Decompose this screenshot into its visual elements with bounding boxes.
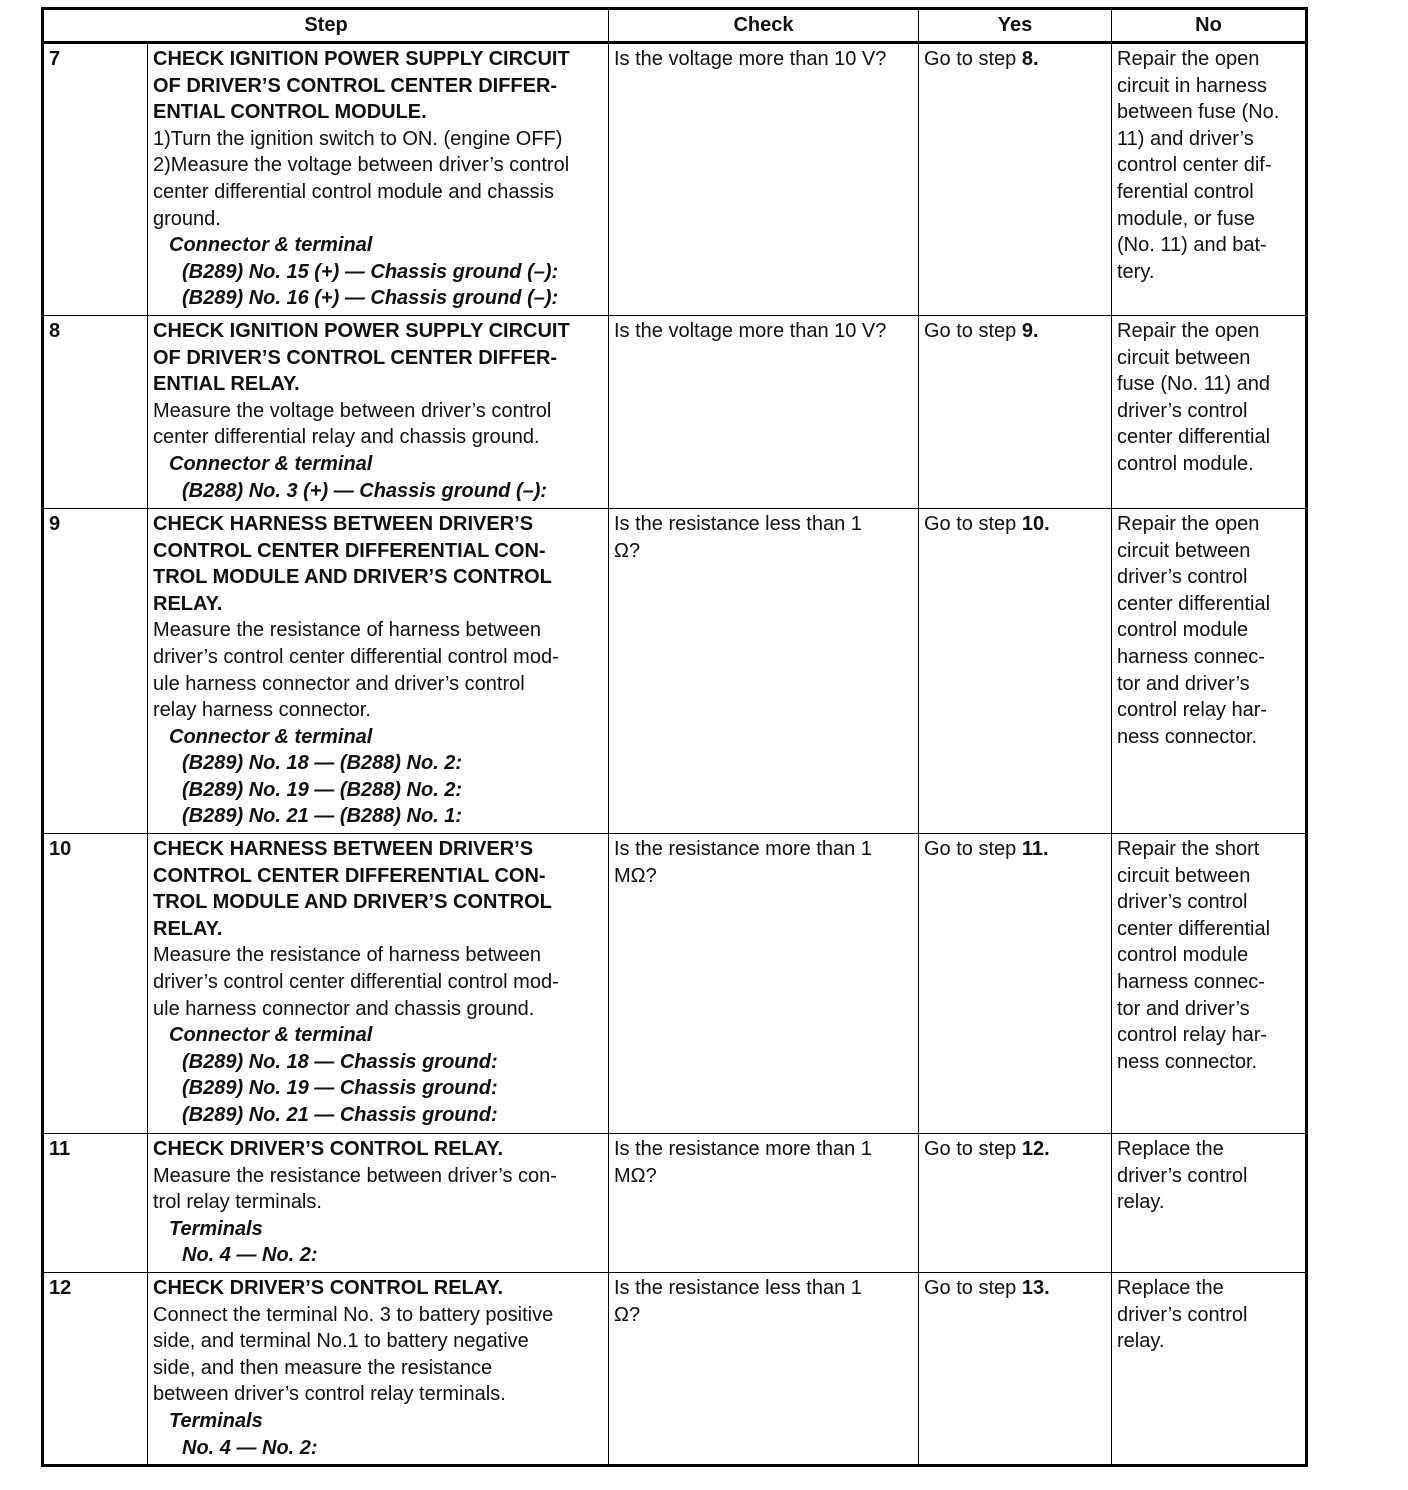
step-instruction-line: Connect the terminal No. 3 to battery positive bbox=[153, 1303, 554, 1326]
table-body bbox=[43, 43, 1307, 1466]
no-line: driver’s control bbox=[1117, 891, 1248, 914]
check-line: Is the resistance less than 1 bbox=[614, 1277, 862, 1300]
no-line: circuit in harness bbox=[1117, 74, 1268, 97]
step-instruction-line: ule harness connector and chassis ground. bbox=[153, 997, 535, 1020]
no-line: 11) and driver’s bbox=[1117, 127, 1254, 150]
check-question bbox=[609, 1273, 919, 1466]
header-yes: Yes bbox=[919, 9, 1112, 43]
step-title-line: CHECK DRIVER’S CONTROL RELAY. bbox=[153, 1138, 504, 1161]
table-row bbox=[43, 1134, 1307, 1273]
step-number: 11 bbox=[43, 1134, 148, 1273]
check-line: Is the voltage more than 10 V? bbox=[614, 48, 887, 70]
no-line: fuse (No. 11) and bbox=[1117, 373, 1271, 396]
check-question bbox=[609, 834, 919, 1134]
yes-prefix: Go to step bbox=[924, 1138, 1022, 1161]
yes-action bbox=[919, 315, 1112, 508]
no-line: Replace the bbox=[1117, 1138, 1224, 1161]
step-title-line: CHECK HARNESS BETWEEN DRIVER’S bbox=[153, 512, 534, 535]
no-line: circuit between bbox=[1117, 346, 1251, 369]
step-title-line: CHECK IGNITION POWER SUPPLY CIRCUIT bbox=[153, 48, 570, 70]
step-instruction-line: trol relay terminals. bbox=[153, 1191, 322, 1214]
step-instruction-line: relay harness connector. bbox=[153, 699, 371, 722]
step-title-line: OF DRIVER’S CONTROL CENTER DIFFER- bbox=[153, 346, 558, 369]
yes-action bbox=[919, 1273, 1112, 1466]
no-action bbox=[1112, 1273, 1307, 1466]
step-instruction-line: 2)Measure the voltage between driver’s control bbox=[153, 154, 570, 177]
no-line: control center dif- bbox=[1117, 154, 1272, 177]
header-check: Check bbox=[609, 9, 919, 43]
yes-step-ref: 9. bbox=[1021, 319, 1039, 342]
step-title-line: CONTROL CENTER DIFFERENTIAL CON- bbox=[153, 539, 546, 562]
step-instruction-line: side, and terminal No.1 to battery negative bbox=[153, 1330, 529, 1353]
table-row bbox=[43, 1273, 1307, 1466]
check-line: Ω? bbox=[614, 539, 641, 562]
connector-label: Terminals bbox=[169, 1410, 263, 1432]
step-title-line: RELAY. bbox=[153, 917, 223, 940]
no-line: tery. bbox=[1117, 260, 1155, 283]
no-line: center differential bbox=[1117, 592, 1271, 615]
check-question bbox=[609, 43, 919, 316]
no-line: driver’s control bbox=[1117, 1164, 1248, 1187]
step-instruction-line: Measure the resistance of harness between bbox=[153, 619, 541, 642]
no-line: control relay har- bbox=[1117, 699, 1268, 722]
yes-prefix: Go to step bbox=[924, 1277, 1022, 1300]
step-number: 10 bbox=[43, 834, 148, 1134]
yes-step-ref: 13. bbox=[1021, 1277, 1050, 1300]
header-step: Step bbox=[43, 9, 609, 43]
check-question bbox=[609, 1134, 919, 1273]
step-number: 8 bbox=[43, 315, 148, 508]
check-line: Is the resistance less than 1 bbox=[614, 512, 862, 535]
connector-terminal-item: (B289) No. 16 (+) — Chassis ground (–): bbox=[182, 287, 559, 310]
step-title-line: TROL MODULE AND DRIVER’S CONTROL bbox=[153, 891, 552, 914]
check-question bbox=[609, 315, 919, 508]
check-line: Is the voltage more than 10 V? bbox=[614, 319, 887, 342]
no-line: Repair the short bbox=[1117, 838, 1260, 861]
no-line: module, or fuse bbox=[1117, 207, 1255, 230]
connector-terminal-item: (B289) No. 21 — (B288) No. 1: bbox=[182, 805, 463, 828]
no-line: Repair the open bbox=[1117, 512, 1260, 535]
step-instruction-line: side, and then measure the resistance bbox=[153, 1356, 493, 1379]
connector-terminal-item: (B289) No. 19 — (B288) No. 2: bbox=[182, 778, 463, 801]
no-action bbox=[1112, 43, 1307, 316]
connector-terminal-item: No. 4 — No. 2: bbox=[182, 1436, 318, 1459]
no-line: tor and driver’s bbox=[1117, 672, 1250, 695]
step-title-line: ENTIAL RELAY. bbox=[153, 373, 300, 396]
no-line: control module. bbox=[1117, 452, 1254, 475]
yes-prefix: Go to step bbox=[924, 838, 1022, 861]
no-action bbox=[1112, 834, 1307, 1134]
step-instruction-line: ule harness connector and driver’s control bbox=[153, 672, 525, 695]
no-line: ness connector. bbox=[1117, 725, 1258, 748]
step-title-line: CONTROL CENTER DIFFERENTIAL CON- bbox=[153, 864, 546, 887]
no-line: control relay har- bbox=[1117, 1024, 1268, 1047]
no-line: driver’s control bbox=[1117, 566, 1248, 589]
yes-prefix: Go to step bbox=[924, 48, 1022, 70]
yes-step-ref: 8. bbox=[1021, 48, 1039, 70]
step-procedure bbox=[148, 1134, 609, 1273]
no-line: control module bbox=[1117, 944, 1249, 967]
check-line: MΩ? bbox=[614, 1164, 657, 1187]
no-line: control module bbox=[1117, 619, 1249, 642]
connector-terminal-item: (B288) No. 3 (+) — Chassis ground (–): bbox=[182, 479, 548, 502]
step-number: 12 bbox=[43, 1273, 148, 1466]
step-title-line: CHECK IGNITION POWER SUPPLY CIRCUIT bbox=[153, 319, 570, 342]
no-line: circuit between bbox=[1117, 539, 1251, 562]
connector-label: Connector & terminal bbox=[169, 725, 373, 748]
yes-step-ref: 10. bbox=[1021, 512, 1050, 535]
step-instruction-line: driver’s control center differential control mod- bbox=[153, 645, 559, 668]
no-line: harness connec- bbox=[1117, 645, 1265, 668]
step-instruction-line: center differential control module and chassis bbox=[153, 180, 554, 203]
no-line: ferential control bbox=[1117, 180, 1254, 203]
no-line: Repair the open bbox=[1117, 319, 1260, 342]
no-line: (No. 11) and bat- bbox=[1117, 234, 1267, 257]
connector-terminal-item: (B289) No. 18 — Chassis ground: bbox=[182, 1050, 498, 1073]
table-row bbox=[43, 315, 1307, 508]
yes-action bbox=[919, 834, 1112, 1134]
step-procedure bbox=[148, 834, 609, 1134]
no-line: relay. bbox=[1117, 1191, 1165, 1214]
no-action bbox=[1112, 1134, 1307, 1273]
step-instruction-line: center differential relay and chassis ground. bbox=[153, 426, 540, 449]
no-line: tor and driver’s bbox=[1117, 997, 1250, 1020]
no-line: ness connector. bbox=[1117, 1050, 1258, 1073]
step-instruction-line: Measure the resistance between driver’s con- bbox=[153, 1164, 557, 1187]
step-title-line: TROL MODULE AND DRIVER’S CONTROL bbox=[153, 566, 552, 589]
step-title-line: RELAY. bbox=[153, 592, 223, 615]
step-number: 7 bbox=[43, 43, 148, 316]
connector-label: Connector & terminal bbox=[169, 234, 373, 257]
connector-label: Terminals bbox=[169, 1217, 263, 1240]
table-row bbox=[43, 43, 1307, 316]
check-line: Is the resistance more than 1 bbox=[614, 838, 872, 861]
step-instruction-line: Measure the voltage between driver’s control bbox=[153, 399, 552, 422]
no-line: circuit between bbox=[1117, 864, 1251, 887]
check-line: MΩ? bbox=[614, 864, 657, 887]
connector-label: Connector & terminal bbox=[169, 1024, 373, 1047]
yes-action bbox=[919, 43, 1112, 316]
no-line: driver’s control bbox=[1117, 399, 1248, 422]
diagnostic-table bbox=[41, 7, 1308, 1467]
step-title-line: ENTIAL CONTROL MODULE. bbox=[153, 101, 427, 124]
yes-action bbox=[919, 1134, 1112, 1273]
no-action bbox=[1112, 508, 1307, 833]
yes-action bbox=[919, 508, 1112, 833]
check-line: Is the resistance more than 1 bbox=[614, 1138, 872, 1161]
no-line: relay. bbox=[1117, 1330, 1165, 1353]
no-line: Repair the open bbox=[1117, 48, 1260, 70]
yes-prefix: Go to step bbox=[924, 319, 1022, 342]
no-line: between fuse (No. bbox=[1117, 101, 1280, 124]
step-procedure bbox=[148, 43, 609, 316]
yes-prefix: Go to step bbox=[924, 512, 1022, 535]
connector-terminal-item: (B289) No. 19 — Chassis ground: bbox=[182, 1077, 498, 1100]
no-line: driver’s control bbox=[1117, 1303, 1248, 1326]
header-row bbox=[43, 9, 1307, 43]
table-row bbox=[43, 834, 1307, 1134]
step-number: 9 bbox=[43, 508, 148, 833]
step-procedure bbox=[148, 1273, 609, 1466]
step-title-line: OF DRIVER’S CONTROL CENTER DIFFER- bbox=[153, 74, 558, 97]
no-line: harness connec- bbox=[1117, 971, 1265, 994]
step-procedure bbox=[148, 508, 609, 833]
step-instruction-line: ground. bbox=[153, 207, 221, 230]
no-line: center differential bbox=[1117, 426, 1271, 449]
step-title-line: CHECK DRIVER’S CONTROL RELAY. bbox=[153, 1277, 504, 1300]
check-question bbox=[609, 508, 919, 833]
step-instruction-line: 1)Turn the ignition switch to ON. (engine OFF) bbox=[153, 127, 563, 150]
step-instruction-line: between driver’s control relay terminals. bbox=[153, 1383, 506, 1406]
step-instruction-line: Measure the resistance of harness between bbox=[153, 944, 541, 967]
no-line: Replace the bbox=[1117, 1277, 1224, 1300]
step-title-line: CHECK HARNESS BETWEEN DRIVER’S bbox=[153, 838, 534, 861]
connector-terminal-item: (B289) No. 15 (+) — Chassis ground (–): bbox=[182, 260, 559, 283]
yes-step-ref: 11. bbox=[1021, 838, 1049, 861]
table-row bbox=[43, 508, 1307, 833]
no-line: center differential bbox=[1117, 917, 1271, 940]
connector-terminal-item: (B289) No. 21 — Chassis ground: bbox=[182, 1104, 498, 1126]
header-no: No bbox=[1112, 9, 1307, 43]
step-procedure bbox=[148, 315, 609, 508]
step-instruction-line: driver’s control center differential control mod- bbox=[153, 971, 559, 994]
no-action bbox=[1112, 315, 1307, 508]
connector-terminal-item: (B289) No. 18 — (B288) No. 2: bbox=[182, 752, 463, 775]
connector-label: Connector & terminal bbox=[169, 452, 373, 475]
connector-terminal-item: No. 4 — No. 2: bbox=[182, 1244, 318, 1267]
check-line: Ω? bbox=[614, 1303, 641, 1326]
yes-step-ref: 12. bbox=[1021, 1138, 1050, 1161]
